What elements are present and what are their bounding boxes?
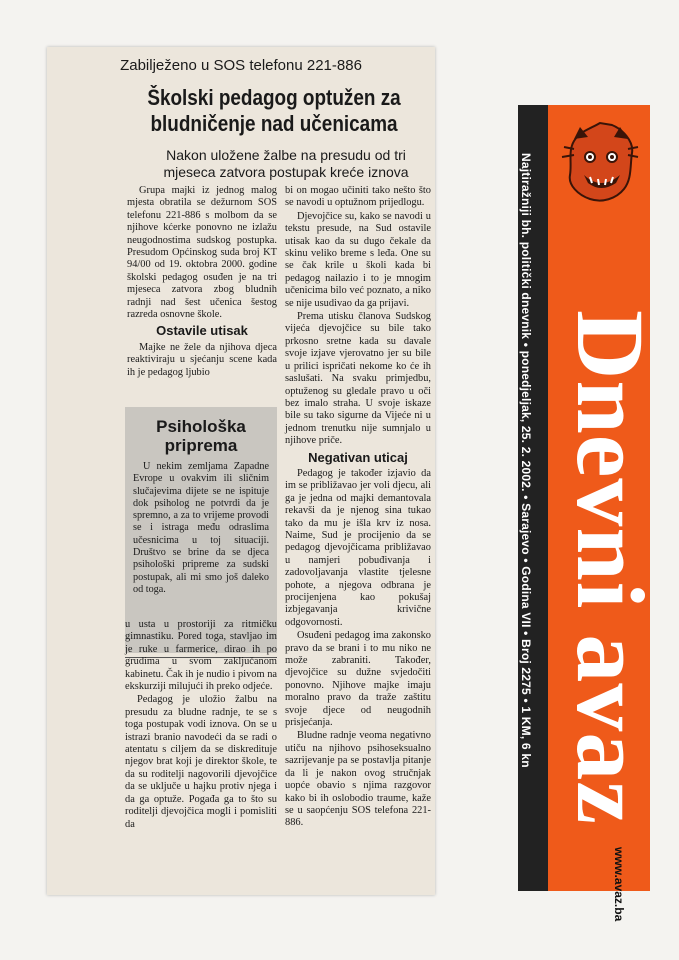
article-column-1 <box>127 185 277 380</box>
article-subheadline: Nakon uložene žalbe na presudu od tri mjeseca zatvora postupak kreće iznova <box>163 147 409 180</box>
masthead-logo: Dnevni avaz <box>557 310 664 825</box>
article-kicker: Zabilježeno u SOS telefonu 221-886 <box>120 57 362 74</box>
section-title-negativan: Negativan uticaj <box>308 449 408 465</box>
paragraph: Osuđeni pedagog ima zakonsko pravo da se brani i to mu niko ne može zabraniti. Također, djevojčice su dužne svjedočiti ponovno. Njihove majke imaju moralno pravo da traže zaštitu svoje djece od neugodnih prisjećanja. <box>285 630 431 729</box>
masthead-tagline: Najtiražniji bh. politički dnevnik • ponedjeljak, 25. 2. 2002. • Sarajevo • Godina VII • Broj 2275 • 1 KM, 6 kn <box>519 153 533 768</box>
masthead-banner <box>518 105 664 922</box>
paragraph: Bludne radnje veoma negativno utiču na njihovo psihoseksualno sazrijevanje pa se postavlja pitanje da li je nakon ovog stručnjak uopće obavio s njima razgovor kako bi ih oslobodio traume, kaže se u saopćenju SOS telefona 221-886. <box>285 730 431 829</box>
paragraph: u usta u prostoriji za ritmičku gimnastiku. Pored toga, stavljao im je ruke u farmerice, dirao ih po grudima u svom zaključanom kabinetu. Čak ih je nudio i pivom na ekskurziji milujući ih preko odjeće. <box>125 619 277 693</box>
article-clipping <box>47 47 435 895</box>
sidebar-box-content <box>125 455 277 596</box>
paragraph: Prema utisku članova Sudskog vijeća djevojčice su bile tako prkosno sretne kada su davale svoje izjave vjerovatno jer su bile u prilici ispričati nekome ko će ih saslušati. Na svaku primjedbu, optuženog su gledale pravo u oči bez imalo straha. U svoje iskaze bile su tako sigurne da Vijeće ni u jednom trenutku nije sumnjalo u njihove priče. <box>285 311 431 447</box>
tiger-mascot-icon <box>560 119 640 207</box>
section-title-ostavile: Ostavile utisak <box>156 323 248 339</box>
paragraph: Pedagog je također izjavio da im se približavao jer voli djecu, ali ga je jedna od majki demantovala rekavši da je njenog sina tukao tako da mu je išla krv iz nosa. Naime, Sud je procijenio da se pedagog djevojčicama približavao u namjeri pobuđivanja i zadovoljavanja vlastite tjelesne pohote, a njegova odbrana je procijenjena kao pokušaj izbjegavanja krivične odgovornosti. <box>285 467 431 628</box>
paragraph: bi on mogao učiniti tako nešto što se navodi u optužnom prijedlogu. <box>285 185 431 209</box>
paragraph: Pedagog je uložio žalbu na presudu za bludne radnje, te se s toga postupak vodi iznova. On se u istrazi branio navodeći da se radi o atentatu s ciljem da se diskredituje njegov brat koji je direktor škole, te da su roditelji nagovorili djevojčice da se uključe u hajku protiv njega i da ga optuže. Pogađa ga to što su roditelji djevojčica mogli i pomisliti da <box>125 694 277 830</box>
paragraph: Djevojčice su, kako se navodi u tekstu presude, na Sud ostavile utisak kao da su dugo čekale da skinu veliko breme s leđa. One su se čak krile u školi kada bi pedagog nailazio i to je mnogim učenicima bilo već poznato, a niko se nije usudivao da ga prijavi. <box>285 210 431 309</box>
article-headline: Školski pedagog optužen za bludničenje nad učenicama <box>147 85 401 136</box>
article-column-2 <box>285 185 431 831</box>
paragraph: Majke ne žele da njihova djeca reaktiviraju u sjećanju scene kada ih je pedagog ljubio <box>127 341 277 378</box>
sidebar-box-title: Psihološka priprema <box>156 417 246 455</box>
article-column-1b <box>125 619 277 832</box>
sidebar-box <box>125 407 277 653</box>
paragraph: U nekim zemljama Zapadne Evrope u ovakvim ili sličnim slučajevima dijete se ne ispituje dok psiholog ne potvrdi da je spremno, a za to vrijeme provodi se i istraga među odraslima učesnicima u toj situaciji. Društvo se brine da se djeca psihološki pripreme za sudski postupak, ali mi smo još daleko od toga. <box>133 461 269 595</box>
paragraph: Grupa majki iz jednog malog mjesta obratila se dežurnom SOS telefonu 221-886 s molbom da se njihove kćerke ponovno ne izlažu neugodnostima sudskog postupka. Presudom Općinskog suda broj KT 94/00 od 19. oktobra 2000. godine školski pedagog osuđen je na tri mjeseca zatvora zbog bludnih radnji nad šest učenica šestog razreda osnovne škole. <box>127 185 277 321</box>
masthead-url: www.avaz.ba <box>612 847 626 922</box>
